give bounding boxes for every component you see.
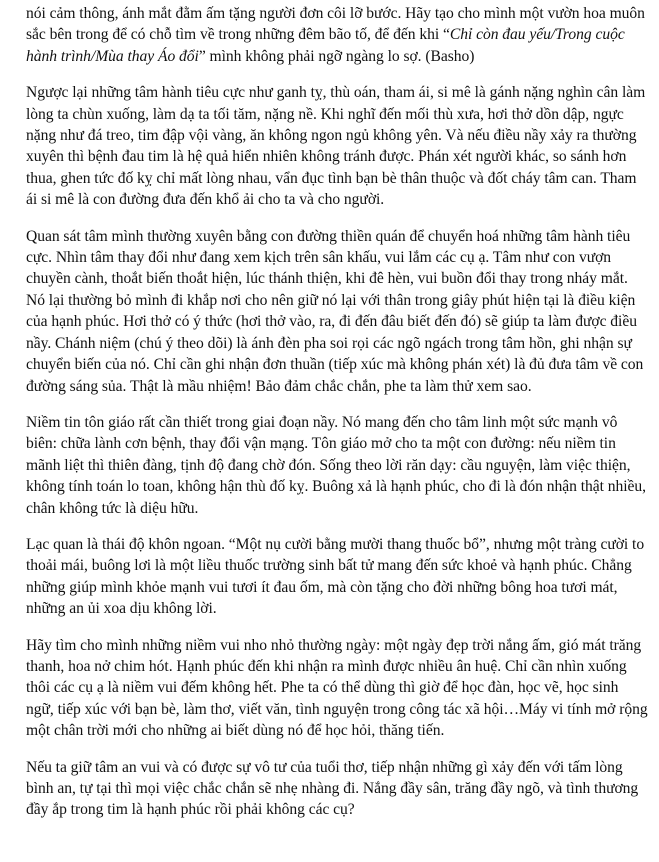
paragraph-4: Niềm tin tôn giáo rất cần thiết trong giai đoạn nầy. Nó mang đến cho tâm linh một sức mạnh vô biên: chữa lành cơn bệnh, thay đổi vận mạng. Tôn giáo mở cho ta một con đường: nếu niềm tin mãnh liệt thì thiên đàng, tịnh độ đang chờ đón. Sống theo lời răn dạy: cầu nguyện, làm việc thiện, không tính toán lo toan, không hận thù đố kỵ. Buông xả là hạnh phúc, cho đi là đón nhận thật nhiều, chân không tức là diệu hữu.: [26, 413, 647, 517]
paragraph-1-tail: ” mình không phải ngỡ ngàng lo sợ. (Basho): [198, 47, 475, 65]
paragraph-7: Nếu ta giữ tâm an vui và có được sự vô tư của tuổi thơ, tiếp nhận những gì xảy đến với tấm lòng bình an, tự tại thì mọi việc chắc chắn sẽ nhẹ nhàng đi. Nắng đầy sân, trăng đầy ngõ, và tình thương đầy ắp trong tim là hạnh phúc rồi phải không các cụ?: [26, 758, 639, 819]
paragraph-5: Lạc quan là thái độ khôn ngoan. “Một nụ cười bằng mười thang thuốc bổ”, nhưng một tràng cười to thoải mái, buông lơi là một liều thuốc trường sinh bất tử mang đến sức khoẻ và hạnh phúc. Chẳng những giúp mình khỏe mạnh vui tươi ít đau ốm, mà còn tặng cho đời những bông hoa tươi mát, những an ủi xoa dịu không lời.: [26, 535, 645, 618]
paragraph-6: Hãy tìm cho mình những niềm vui nho nhỏ thường ngày: một ngày đẹp trời nắng ấm, gió mát trăng thanh, hoa nở chim hót. Hạnh phúc đến khi nhận ra mình được nhiều ân huệ. Chỉ cần nhìn xuống thôi các cụ ạ là niềm vui đếm không hết. Phe ta có thể dùng thì giờ để học đàn, học vẽ, học sinh ngữ, tiếp xúc với bạn bè, làm thơ, viết văn, tình nguyện trong công tác xã hội…Máy vi tính mở rộng một chân trời mới cho những ai biết dùng nó để học hỏi, thăng tiến.: [26, 636, 648, 740]
paragraph-1-text: nói cảm thông, ánh mắt đằm ấm tặng người đơn côi lỡ bước. Hãy tạo cho mình một vườn hoa muôn sắc bên trong để có chỗ tìm về trong những đêm bão tố, để đến khi “: [26, 5, 645, 44]
paragraph-1: [26, 3, 649, 67]
paragraph-3: Quan sát tâm mình thường xuyên bằng con đường thiền quán để chuyển hoá những tâm hành tiêu cực. Nhìn tâm thay đổi như đang xem kịch trên sân khấu, vui lắm các cụ ạ. Tâm như con vượn chuyền cành, thoắt biến thoắt hiện, lúc thánh thiện, khi đê hèn, vui buồn đổi thay trong nháy mắt. Nó lại thường bỏ mình đi khắp nơi cho nên giữ nó lại với thân trong giây phút hiện tại là điều kiện của hạnh phúc. Hơi thở có ý thức (hơi thở vào, ra, đi đến đâu biết đến đó) sẽ giúp ta làm được điều nầy. Chánh niệm (chú ý theo dõi) là ánh đèn pha soi rọi các ngõ ngách trong tâm hồn, ghi nhận sự chuyển biến của nó. Chỉ cần ghi nhận đơn thuần (tiếp xúc mà không phán xét) là đủ đưa tâm về con đường sáng sủa. Thật là mầu nhiệm! Bảo đảm chắc chắn, phe ta làm thử xem sao.: [26, 227, 644, 395]
paragraph-2: Ngược lại những tâm hành tiêu cực như ganh tỵ, thù oán, tham ái, si mê là gánh nặng nghìn cân làm lòng ta chùn xuống, làm dạ ta tối tăm, nặng nề. Khi nghĩ đến mối thù xưa, hơi thở dồn dập, ngực nặng như đá treo, tim đập vội vàng, ăn không ngon ngủ không yên. Và nếu điều nầy xảy ra thường xuyên thì bệnh đau tim là hệ quả hiển nhiên không tránh được. Phán xét người khác, so sánh hơn thua, ghen tức đố kỵ chỉ mất lòng nhau, vẩn đục tình bạn bè thân thuộc và đốt cháy tâm can. Tham ái si mê là con đường đưa đến khổ ải cho ta và cho người.: [26, 84, 646, 209]
basho-quote: Chỉ còn đau yếu/Trong cuộc hành trình/Mùa thay Áo đổi: [26, 26, 625, 65]
